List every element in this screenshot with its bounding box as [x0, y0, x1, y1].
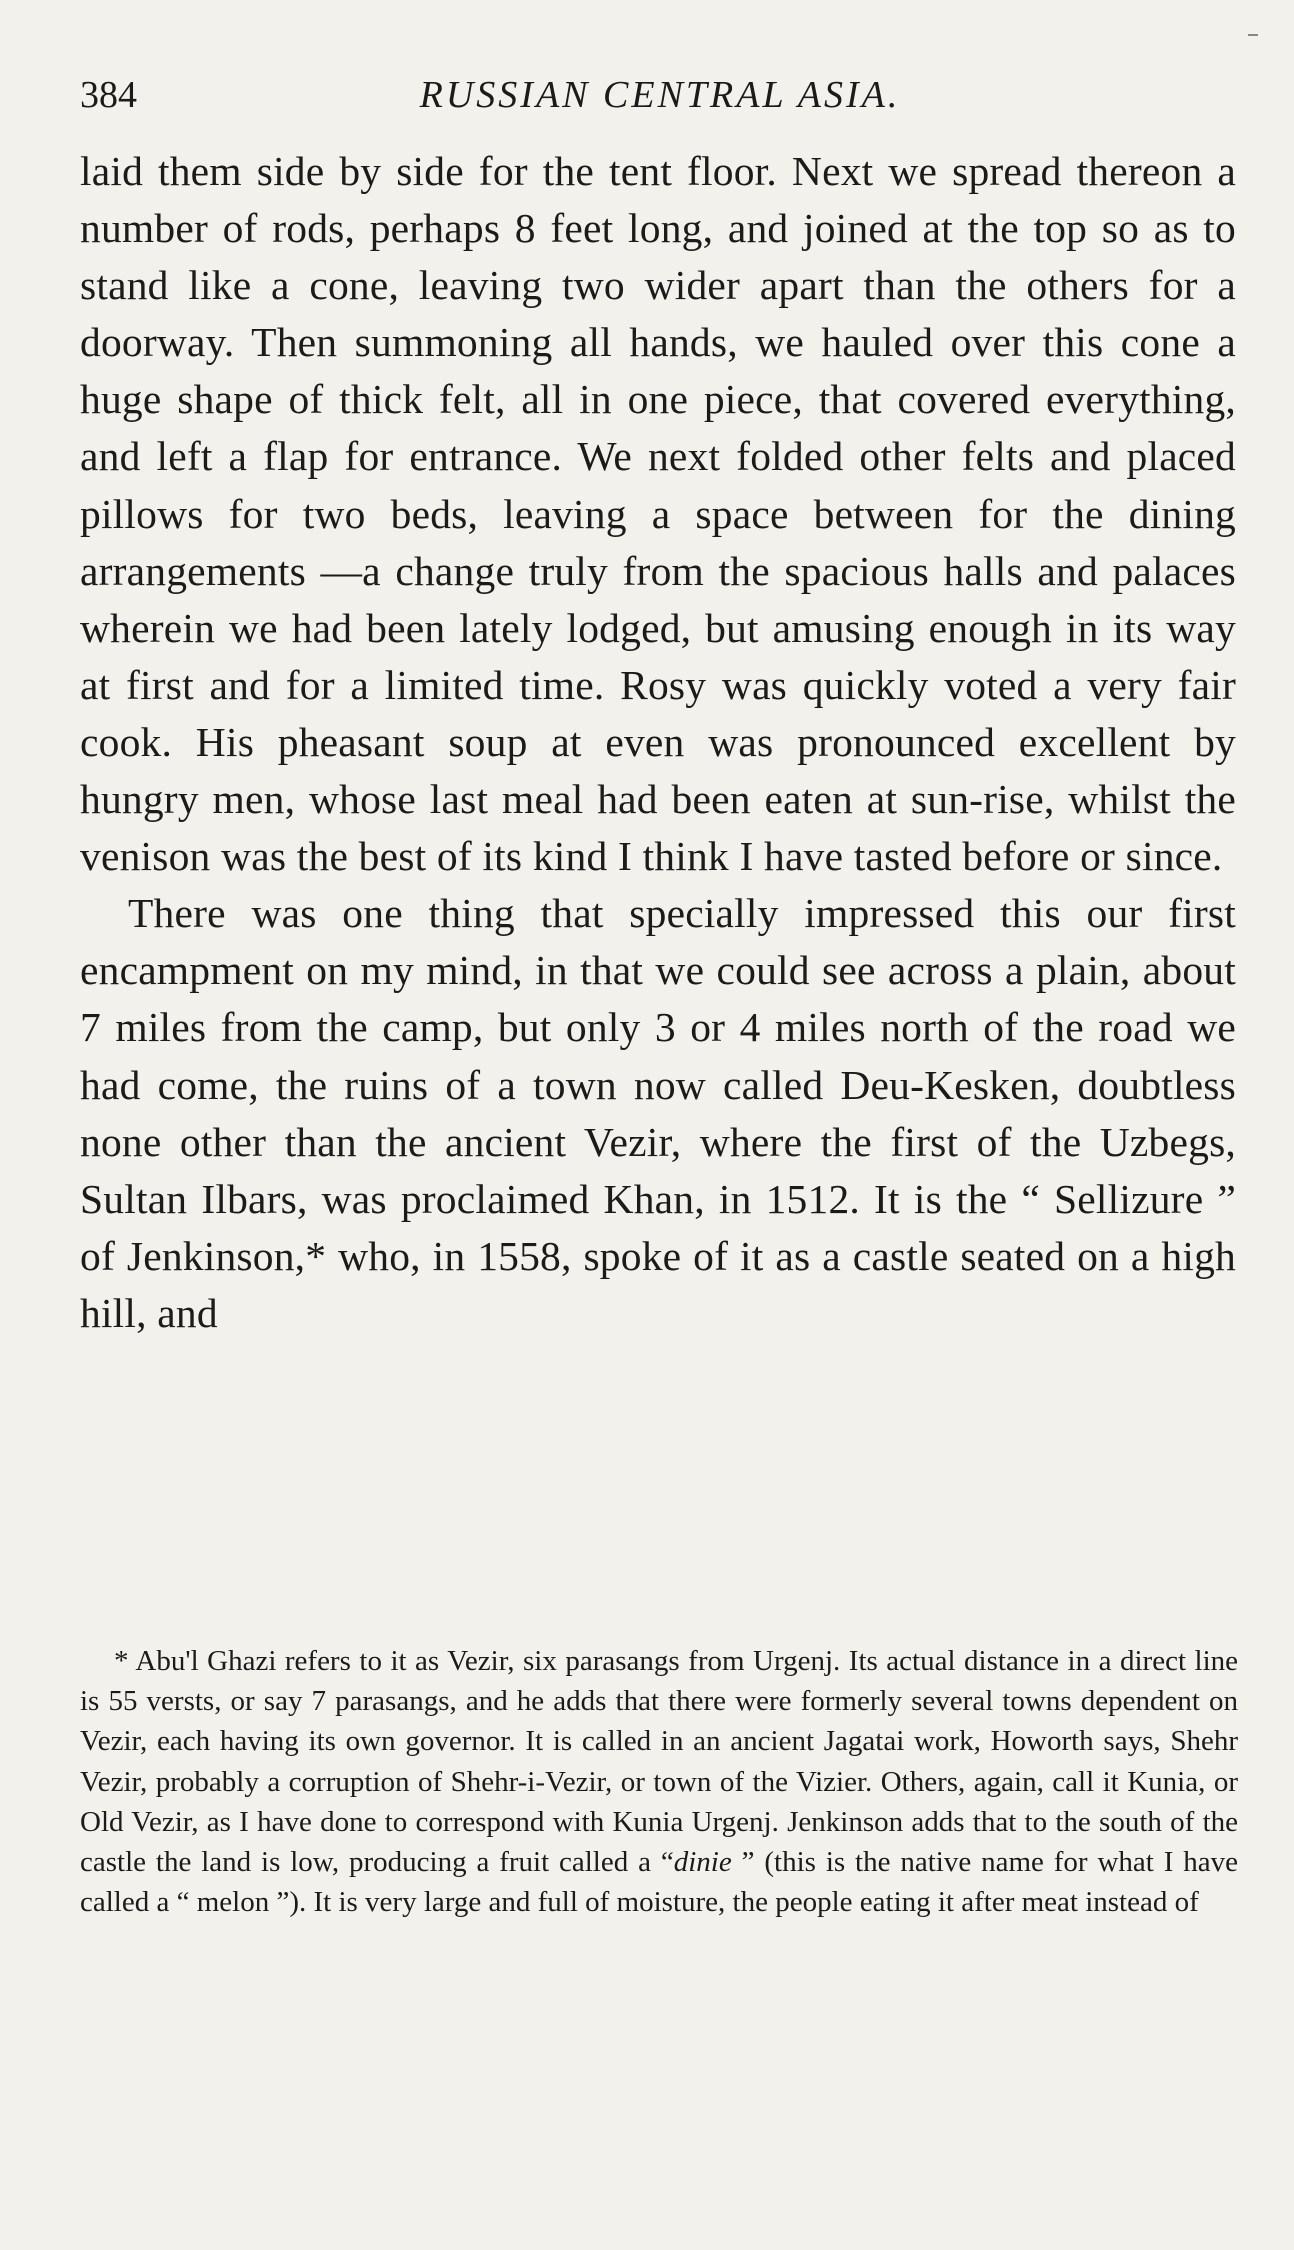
- footnote-text-part-1: * Abu'l Ghazi refers to it as Vezir, six parasangs from Urgenj. Its actual distance in a direct line is 55 versts, or say 7 parasangs, and he adds that there were formerly several towns dependent on Vezir, each having its own governor. It is called in an ancient Jagatai work, Howorth says, Shehr Vezir, probably a corruption of Shehr-i-Vezir, or town of the Vizier. Others, again, call it Kunia, or Old Vezir, as I have done to correspond with Kunia Urgenj. Jenkinson adds that to the south of the castle the land is low, producing a fruit called a “: [80, 1645, 1238, 1879]
- footnote: [80, 1641, 1238, 1922]
- scan-mark: [1248, 34, 1258, 36]
- footnote-italic-word: dinie: [673, 1846, 732, 1879]
- body-paragraph-1: laid them side by side for the tent floor. Next we spread thereon a number of rods, perhaps 8 feet long, and joined at the top so as to stand like a cone, leaving two wider apart than the others for a doorway. Then summoning all hands, we hauled over this cone a huge shape of thick felt, all in one piece, that covered everything, and left a flap for entrance. We next folded other felts and placed pillows for two beds, leaving a space between for the dining arrangements —a change truly from the spacious halls and palaces wherein we had been lately lodged, but amusing enough in its way at first and for a limited time. Rosy was quickly voted a very fair cook. His pheasant soup at even was pronounced excellent by hungry men, whose last meal had been eaten at sun-rise, whilst the venison was the best of its kind I think I have tasted before or since.: [80, 148, 1236, 880]
- page-header: [80, 70, 1240, 120]
- body-text: [80, 143, 1236, 1342]
- footnote-text-part-2: ” (this is the native name for what I have called a “ melon ”). It is very large and full of moisture, the people eating it after meat instead of: [80, 1846, 1238, 1919]
- running-title: RUSSIAN CENTRAL ASIA.: [419, 74, 901, 116]
- page-number: 384: [80, 74, 137, 116]
- body-paragraph-2: There was one thing that specially impressed this our first encampment on my mind, in that we could see across a plain, about 7 miles from the camp, but only 3 or 4 miles north of the road we had come, the ruins of a town now called Deu-Kesken, doubtless none other than the ancient Vezir, where the first of the Uzbegs, Sultan Ilbars, was proclaimed Khan, in 1512. It is the “ Sellizure ” of Jenkinson,* who, in 1558, spoke of it as a castle seated on a high hill, and: [80, 890, 1236, 1336]
- footnote-paragraph: [80, 1641, 1238, 1922]
